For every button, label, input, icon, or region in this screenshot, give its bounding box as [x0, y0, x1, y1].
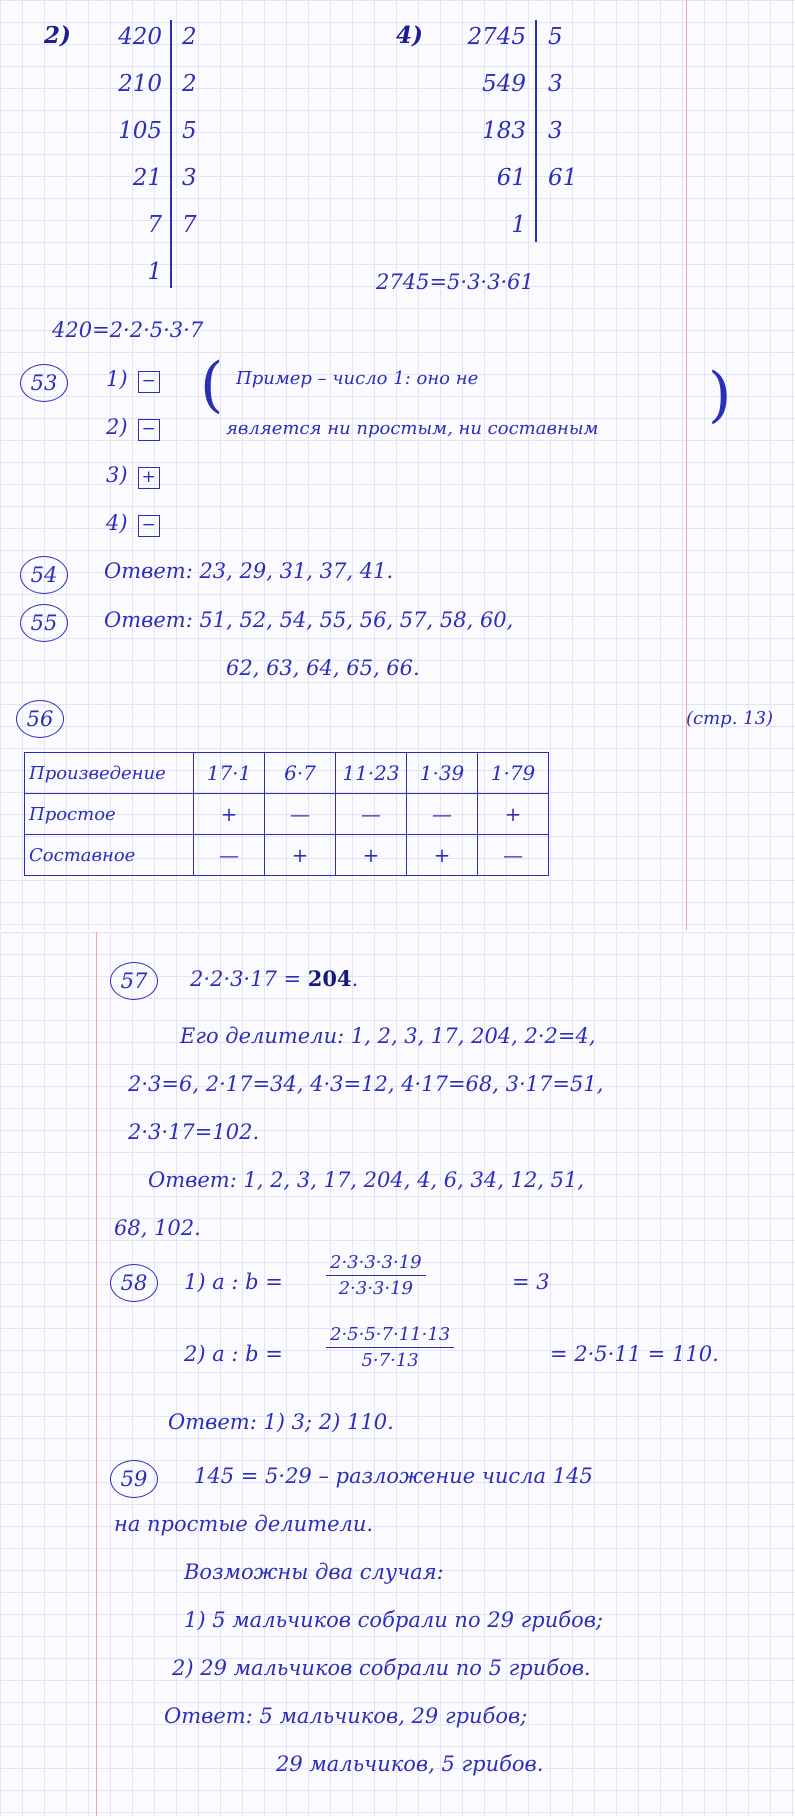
t55-answer-line2: 62, 63, 64, 65, 66.: [226, 656, 420, 680]
t59-line2: на простые делители.: [114, 1512, 374, 1536]
t58-p2-label: 2) a : b =: [184, 1342, 283, 1366]
dividend-value: 2745: [467, 24, 526, 50]
table-cell: 1·79: [478, 753, 549, 794]
t59-line1: 145 = 5·29 – разложение числа 145: [194, 1464, 593, 1488]
table-cell: —: [265, 794, 336, 835]
mark-box: −: [138, 515, 160, 537]
dividend-value: 1: [511, 212, 526, 238]
prime-factor: 2: [182, 24, 197, 50]
factor-divider-2745: [535, 20, 537, 242]
t57-line1: [190, 966, 358, 991]
t53-note-line2: является ни простым, ни составным: [226, 418, 599, 439]
t57-line2: Его делители: 1, 2, 3, 17, 204, 2·2=4,: [180, 1024, 596, 1048]
dividend-value: 7: [147, 212, 162, 238]
table-cell: 6·7: [265, 753, 336, 794]
table-cell: —: [407, 794, 478, 835]
result-2745: 2745=5·3·3·61: [376, 270, 534, 294]
table-cell: +: [265, 835, 336, 876]
denominator: 5·7·13: [361, 1350, 419, 1371]
t57-product: 2·2·3·17 =: [190, 967, 308, 991]
table-cell: +: [407, 835, 478, 876]
t53-note-line1: Пример – число 1: оно не: [236, 368, 479, 389]
dividend-value: 420: [118, 24, 162, 50]
t57-line4: 2·3·17=102.: [128, 1120, 260, 1144]
t54-answer: Ответ: 23, 29, 31, 37, 41.: [104, 559, 394, 583]
t57-result: 204: [307, 966, 352, 991]
t58-answer: Ответ: 1) 3; 2) 110.: [168, 1410, 394, 1434]
notebook-page-bottom: [0, 932, 795, 1816]
t59-line3: Возможны два случая:: [184, 1560, 444, 1584]
dividend-value: 1: [147, 259, 162, 285]
t57-line3: 2·3=6, 2·17=34, 4·3=12, 4·17=68, 3·17=51,: [128, 1072, 604, 1096]
table-cell: Составное: [25, 835, 194, 876]
table-cell: 17·1: [194, 753, 265, 794]
table-cell: —: [336, 794, 407, 835]
task-number-58: 58: [110, 1264, 158, 1302]
table-cell: Простое: [25, 794, 194, 835]
t57-period: .: [351, 967, 359, 991]
prime-factor: 61: [548, 165, 578, 191]
mark-box: +: [138, 467, 160, 489]
t59-line5: 2) 29 мальчиков собрали по 5 грибов.: [172, 1656, 591, 1680]
t58-p2-fraction: [326, 1324, 454, 1371]
prime-composite-table: [24, 752, 549, 876]
dividend-value: 549: [482, 71, 526, 97]
factor-divider-420: [170, 20, 172, 288]
numerator: 2·5·5·7·11·13: [326, 1324, 454, 1348]
table-cell: 1·39: [407, 753, 478, 794]
task-number-56: 56: [16, 700, 64, 738]
problem-4-label: 4): [396, 22, 423, 49]
table-cell: +: [478, 794, 549, 835]
prime-factor: 3: [548, 71, 563, 97]
dividend-value: 61: [496, 165, 526, 191]
prime-factor: 3: [182, 165, 197, 191]
margin-line: [96, 932, 97, 1816]
table-cell: +: [194, 794, 265, 835]
table-cell: —: [194, 835, 265, 876]
dividend-value: 105: [118, 118, 162, 144]
item-label: 3): [106, 463, 128, 487]
dividend-value: 183: [482, 118, 526, 144]
t53-item-3: [106, 463, 160, 489]
t58-p1-result: = 3: [512, 1270, 550, 1294]
prime-factor: 3: [548, 118, 563, 144]
table-cell: —: [478, 835, 549, 876]
table-row: [25, 835, 549, 876]
prime-factor: 5: [182, 118, 197, 144]
mark-box: −: [138, 371, 160, 393]
item-label: 2): [106, 415, 128, 439]
numerator: 2·3·3·3·19: [326, 1252, 426, 1276]
t55-answer-line1: Ответ: 51, 52, 54, 55, 56, 57, 58, 60,: [104, 608, 514, 632]
table-row: [25, 794, 549, 835]
t58-p2-result: = 2·5·11 = 110.: [550, 1342, 719, 1366]
task-number-53: 53: [20, 364, 68, 402]
t53-item-1: [106, 367, 160, 393]
t57-answer-line1: Ответ: 1, 2, 3, 17, 204, 4, 6, 34, 12, 51,: [148, 1168, 585, 1192]
margin-line: [686, 0, 687, 930]
t59-line4: 1) 5 мальчиков собрали по 29 грибов;: [184, 1608, 604, 1632]
item-label: 1): [106, 367, 128, 391]
t58-p1-fraction: [326, 1252, 426, 1299]
dividend-value: 210: [118, 71, 162, 97]
prime-factor: 7: [182, 212, 197, 238]
t53-item-4: [106, 511, 160, 537]
task-number-55: 55: [20, 604, 68, 642]
t59-answer-line1: Ответ: 5 мальчиков, 29 грибов;: [164, 1704, 528, 1728]
prime-factor: 5: [548, 24, 563, 50]
open-paren: (: [200, 350, 224, 420]
table-cell: 11·23: [336, 753, 407, 794]
dividend-value: 21: [132, 165, 162, 191]
mark-box: −: [138, 419, 160, 441]
table-row: [25, 753, 549, 794]
close-paren: ): [708, 360, 732, 430]
table-cell: +: [336, 835, 407, 876]
denominator: 2·3·3·19: [338, 1278, 414, 1299]
page-reference: (стр. 13): [686, 708, 774, 729]
t59-answer-line2: 29 мальчиков, 5 грибов.: [276, 1752, 544, 1776]
result-420: 420=2·2·5·3·7: [52, 318, 204, 342]
task-number-57: 57: [110, 962, 158, 1000]
t53-item-2: [106, 415, 160, 441]
item-label: 4): [106, 511, 128, 535]
t58-p1-label: 1) a : b =: [184, 1270, 283, 1294]
prime-factor: 2: [182, 71, 197, 97]
task-number-59: 59: [110, 1460, 158, 1498]
problem-2-label: 2): [44, 22, 71, 49]
task-number-54: 54: [20, 556, 68, 594]
t57-answer-line2: 68, 102.: [114, 1216, 201, 1240]
table-cell: Произведение: [25, 753, 194, 794]
